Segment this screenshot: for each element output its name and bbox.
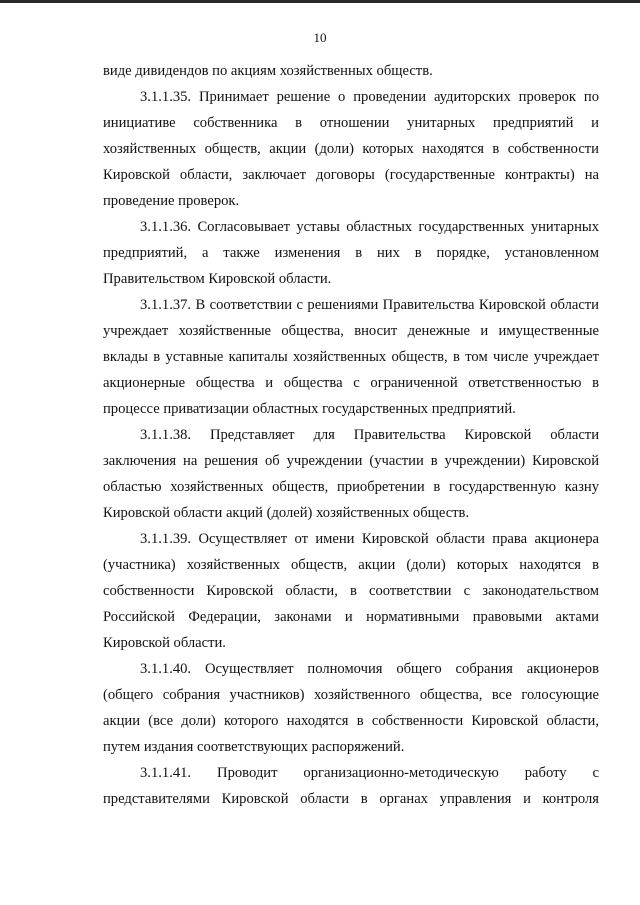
clause-3-1-1-38: 3.1.1.38. Представляет для Правительства Кировской области заключения на решения об учреждении (участии в учреждении) Кировской областью хозяйственных обществ, приобретении в государственную казну Кировской области акций (долей) хозяйственных обществ. — [103, 427, 599, 521]
paragraph-continuation: виде дивидендов по акциям хозяйственных обществ. — [103, 63, 433, 79]
clause-3-1-1-37: 3.1.1.37. В соответствии с решениями Правительства Кировской области учреждает хозяйственные общества, вносит денежные и имущественные вклады в уставные капиталы хозяйственных обществ, в том числе учреждает акционерные общества и общества с ограниченной ответственностью в процессе приватизации областных государственных предприятий. — [103, 297, 599, 417]
top-border-line — [0, 0, 640, 3]
document-body — [103, 58, 599, 812]
page-number: 10 — [313, 30, 327, 45]
clause-3-1-1-40: 3.1.1.40. Осуществляет полномочия общего собрания акционеров (общего собрания участников) хозяйственного общества, все голосующие акции (все доли) которого находятся в собственности Кировской области, путем издания соответствующих распоряжений. — [103, 661, 599, 755]
clause-3-1-1-35: 3.1.1.35. Принимает решение о проведении аудиторских проверок по инициативе собственника в отношении унитарных предприятий и хозяйственных обществ, акции (доли) которых находятся в собственности Кировской области, заключает договоры (государственные контракты) на проведение проверок. — [103, 89, 599, 209]
clause-3-1-1-41: 3.1.1.41. Проводит организационно-методическую работу с представителями Кировской области в органах управления и контроля — [103, 765, 599, 807]
clause-3-1-1-39: 3.1.1.39. Осуществляет от имени Кировской области права акционера (участника) хозяйственных обществ, акции (доли) которых находятся в собственности Кировской области, в соответствии с законодательством Российской Федерации, законами и нормативными правовыми актами Кировской области. — [103, 531, 599, 651]
clause-3-1-1-36: 3.1.1.36. Согласовывает уставы областных государственных унитарных предприятий, а также изменения в них в порядке, установленном Правительством Кировской области. — [103, 219, 599, 287]
